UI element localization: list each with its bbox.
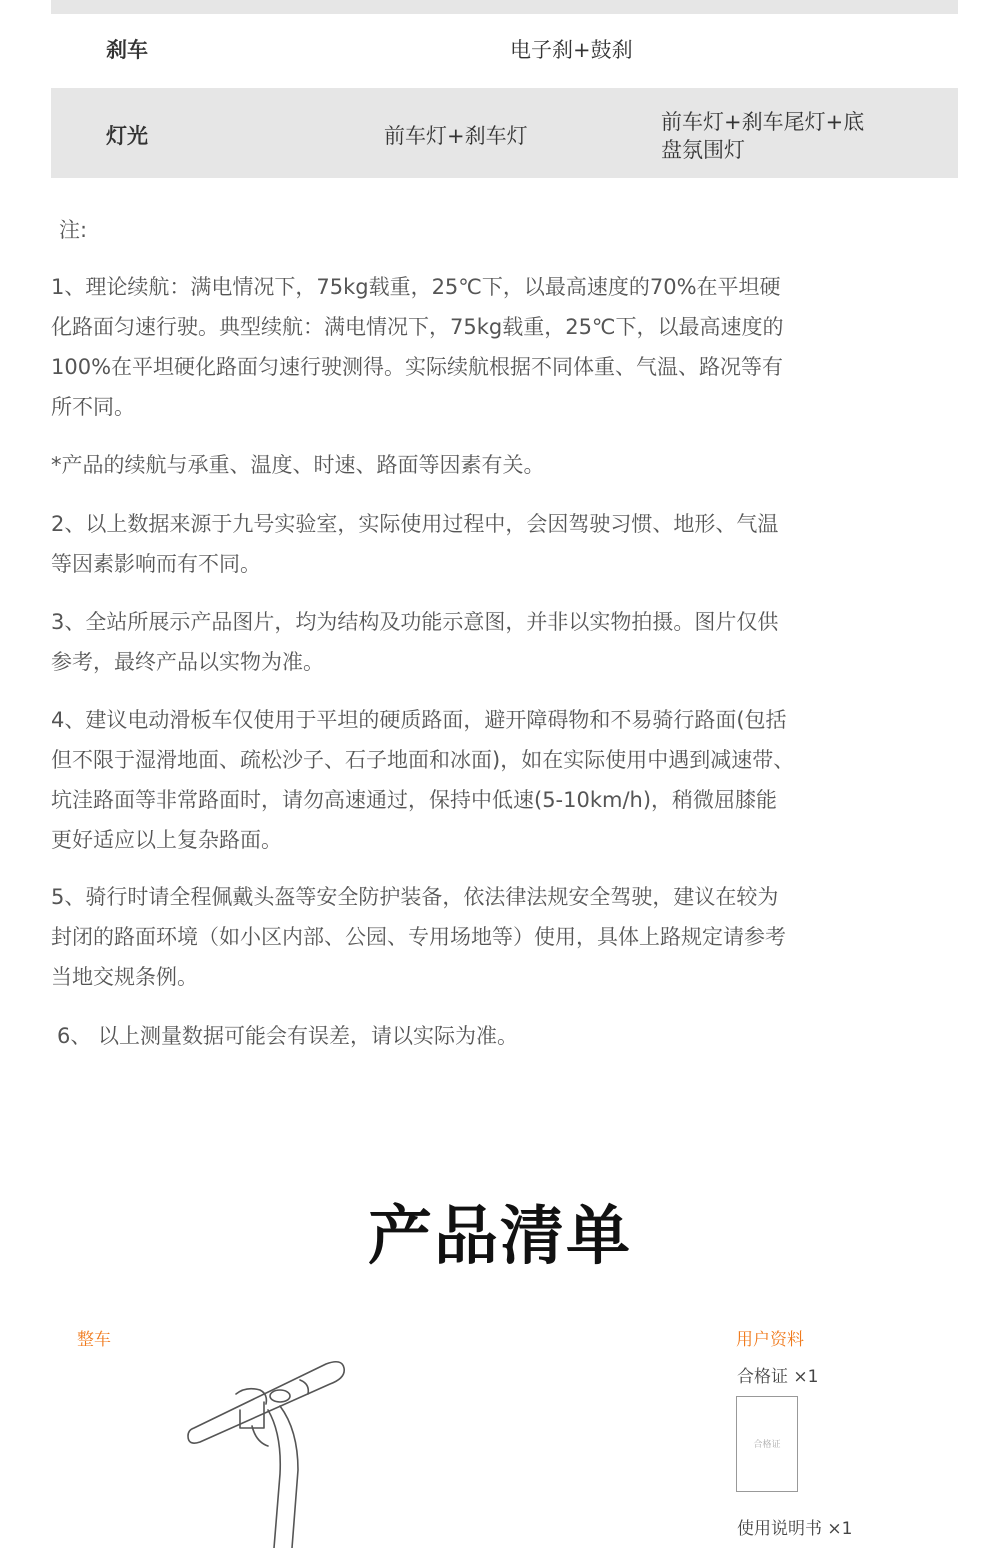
note-item-2: 2、以上数据来源于九号实验室，实际使用过程中，会因驾驶习惯、地形、气温 等因素影响而有不同。 — [51, 512, 779, 576]
light-value-b-line1: 前车灯+刹车尾灯+底 — [661, 110, 865, 134]
note-item-4: 4、建议电动滑板车仅使用于平坦的硬质路面，避开障碍物和不易骑行路面(包括 但不限于湿滑地面、疏松沙子、石子地面和冰面)，如在实际使用中遇到减速带、 坑洼路面等非常路面时，请勿高速通过，保持中低速(5-10km/h)，稍微屈膝能 更好适应以上复杂路面。 — [51, 708, 795, 852]
notes-heading: 注: — [59, 218, 88, 242]
docs-label: 用户资料 — [736, 1330, 804, 1350]
vehicle-label: 整车 — [77, 1330, 111, 1350]
scooter-illustration-icon — [180, 1350, 360, 1548]
spec-row-brake — [51, 14, 958, 88]
note-item-3: 3、全站所展示产品图片，均为结构及功能示意图，并非以实物拍摄。图片仅供 参考，最终产品以实物为准。 — [51, 610, 779, 674]
brake-label: 刹车 — [106, 38, 148, 62]
note-item-6: 6、 以上测量数据可能会有误差，请以实际为准。 — [57, 1024, 519, 1048]
cert-card-illustration — [736, 1396, 798, 1492]
light-value-a: 前车灯+刹车灯 — [384, 124, 528, 148]
brake-value: 电子刹+鼓刹 — [510, 38, 633, 62]
product-list-title: 产品清单 — [368, 1200, 632, 1274]
note-item-5: 5、骑行时请全程佩戴头盔等安全防护装备，依法律法规安全驾驶，建议在较为 封闭的路面环境（如小区内部、公园、专用场地等）使用，具体上路规定请参考 当地交规条例。 — [51, 885, 786, 989]
cert-item-text: 合格证 ×1 — [737, 1367, 819, 1387]
spec-row-top — [51, 0, 958, 14]
cert-card-text: 合格证 — [753, 1440, 781, 1450]
note-item-star: *产品的续航与承重、温度、时速、路面等因素有关。 — [51, 453, 545, 477]
note-item-1: 1、理论续航：满电情况下，75kg载重，25℃下，以最高速度的70%在平坦硬 化路面匀速行驶。典型续航：满电情况下，75kg载重，25℃下，以最高速度的 100%在平坦硬化路面匀速行驶测得。实际续航根据不同体重、气温、路况等有 所不同。 — [51, 275, 784, 419]
spec-table — [51, 0, 958, 178]
spec-row-light — [51, 88, 958, 178]
manual-item-text: 使用说明书 ×1 — [737, 1519, 853, 1539]
light-label: 灯光 — [106, 124, 148, 148]
light-value-b-line2: 盘氛围灯 — [661, 138, 745, 162]
